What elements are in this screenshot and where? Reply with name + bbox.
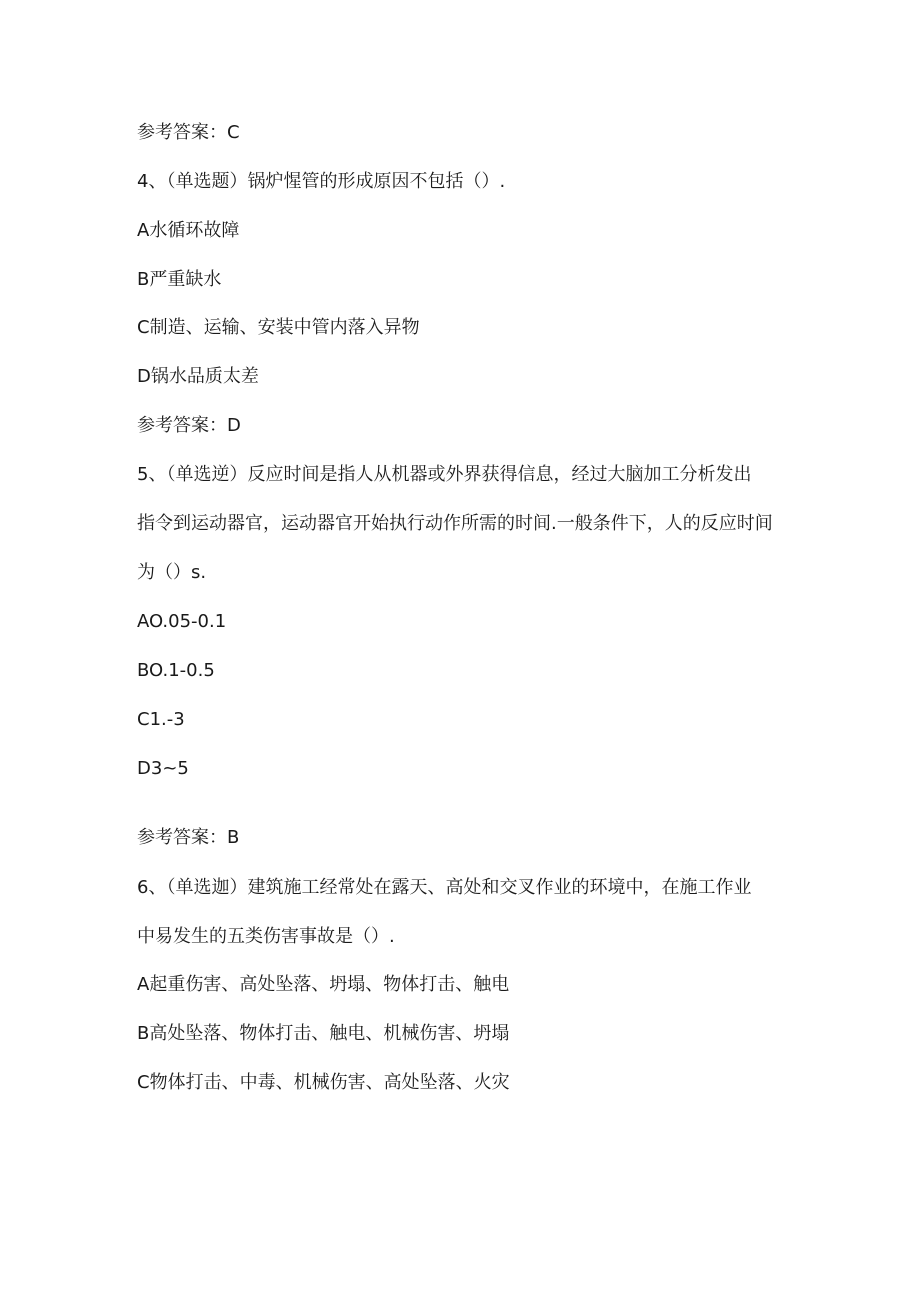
question-6-option-a: A起重伤害、高处坠落、坍塌、物体打击、触电: [137, 974, 510, 995]
question-5-stem-line-2: 指令到运动器官，运动器官开始执行动作所需的时间.一般条件下，人的反应时间: [137, 513, 773, 534]
question-5-option-b: BO.1-0.5: [137, 660, 215, 681]
question-5-option-c: C1.-3: [137, 709, 185, 730]
question-5-stem-line-1: 5、（单选逆）反应时间是指人从机器或外界获得信息，经过大脑加工分析发出: [137, 464, 752, 485]
question-4-option-d: D锅水品质太差: [137, 366, 259, 387]
question-6-option-b: B高处坠落、物体打击、触电、机械伤害、坍塌: [137, 1023, 510, 1044]
question-5-stem-line-3: 为（）s.: [137, 562, 207, 583]
answer-line-q5: 参考答案：B: [137, 827, 240, 848]
question-4-option-a: A水循环故障: [137, 220, 240, 241]
answer-line-q4: 参考答案：D: [137, 415, 241, 436]
question-6-stem-line-1: 6、（单选迦）建筑施工经常处在露天、高处和交叉作业的环境中，在施工作业: [137, 877, 752, 898]
question-4-option-b: B严重缺水: [137, 269, 222, 290]
question-4-stem: 4、（单选题）锅炉惺管的形成原因不包括（）.: [137, 171, 506, 192]
question-6-stem-line-2: 中易发生的五类伤害事故是（）.: [137, 926, 395, 947]
question-5-option-a: AO.05-0.1: [137, 611, 227, 632]
question-6-option-c: C物体打击、中毒、机械伤害、高处坠落、火灾: [137, 1072, 510, 1093]
question-5-option-d: D3~5: [137, 758, 189, 779]
question-4-option-c: C制造、运输、安装中管内落入异物: [137, 317, 420, 338]
answer-line-q3: 参考答案：C: [137, 122, 240, 143]
